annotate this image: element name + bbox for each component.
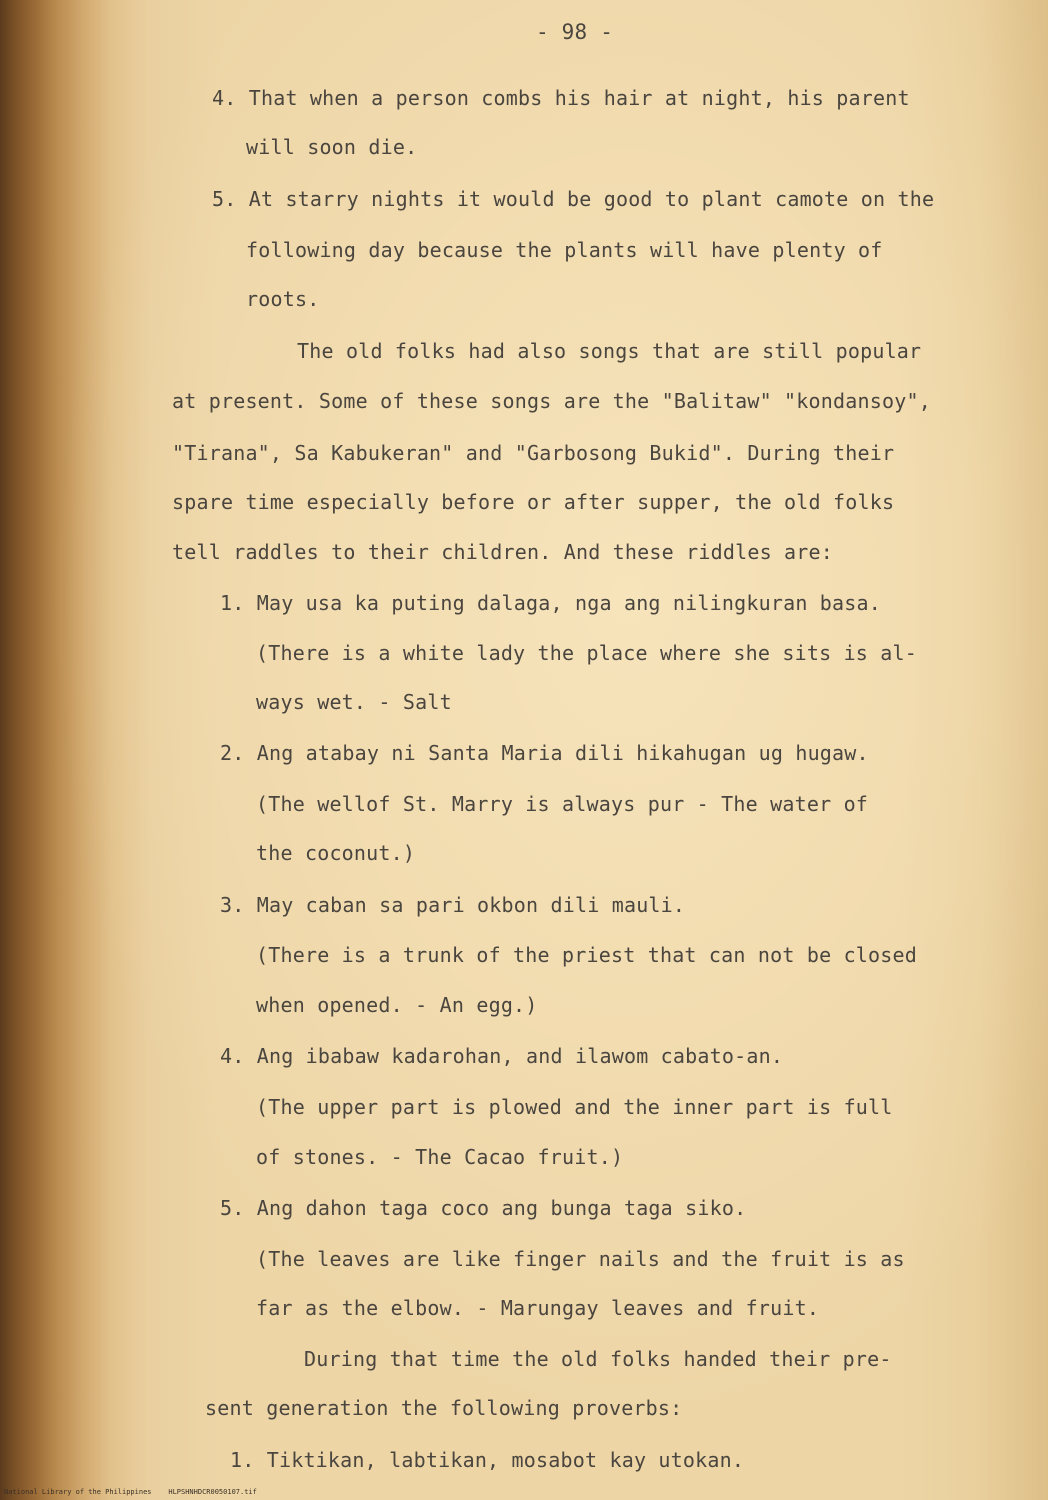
text-line: 5. Ang dahon taga coco ang bunga taga siko.	[220, 1196, 747, 1220]
text-line: spare time especially before or after supper, the old folks	[172, 490, 895, 514]
text-line: 4. That when a person combs his hair at night, his parent	[212, 86, 910, 110]
text-line: 1. Tiktikan, labtikan, mosabot kay utokan.	[230, 1448, 745, 1472]
text-line: when opened. - An egg.)	[256, 993, 538, 1017]
text-line: (There is a trunk of the priest that can not be closed	[256, 943, 918, 967]
text-line: 2. Ang atabay ni Santa Maria dili hikahugan ug hugaw.	[220, 741, 869, 765]
text-line: following day because the plants will have plenty of	[246, 238, 883, 262]
page-number: - 98 -	[536, 20, 614, 44]
text-line: 5. At starry nights it would be good to plant camote on the	[212, 187, 935, 211]
text-line: (There is a white lady the place where she sits is al-	[256, 641, 918, 665]
text-line: far as the elbow. - Marungay leaves and fruit.	[256, 1296, 820, 1320]
text-line: "Tirana", Sa Kabukeran" and "Garbosong Bukid". During their	[172, 441, 895, 465]
text-line: of stones. - The Cacao fruit.)	[256, 1145, 624, 1169]
text-line: at present. Some of these songs are the "Balitaw" "kondansoy",	[172, 389, 931, 413]
text-line: The old folks had also songs that are still popular	[297, 339, 922, 363]
text-line: 3. May caban sa pari okbon dili mauli.	[220, 893, 686, 917]
text-line: will soon die.	[246, 135, 418, 159]
text-line: the coconut.)	[256, 841, 416, 865]
text-line: 4. Ang ibabaw kadarohan, and ilawom cabato-an.	[220, 1044, 784, 1068]
text-line: (The leaves are like finger nails and the fruit is as	[256, 1247, 905, 1271]
text-line: tell raddles to their children. And these riddles are:	[172, 540, 834, 564]
text-line: (The wellof St. Marry is always pur - The water of	[256, 792, 869, 816]
text-line: sent generation the following proverbs:	[205, 1396, 683, 1420]
text-line: During that time the old folks handed their pre-	[304, 1347, 892, 1371]
text-line: roots.	[246, 287, 320, 311]
text-line: 1. May usa ka puting dalaga, nga ang nilingkuran basa.	[220, 591, 882, 615]
text-line: (The upper part is plowed and the inner part is full	[256, 1095, 893, 1119]
text-line: ways wet. - Salt	[256, 690, 452, 714]
scan-footer: National Library of the Philippines HLPSHNHDCR0050107.tif	[4, 1488, 257, 1496]
